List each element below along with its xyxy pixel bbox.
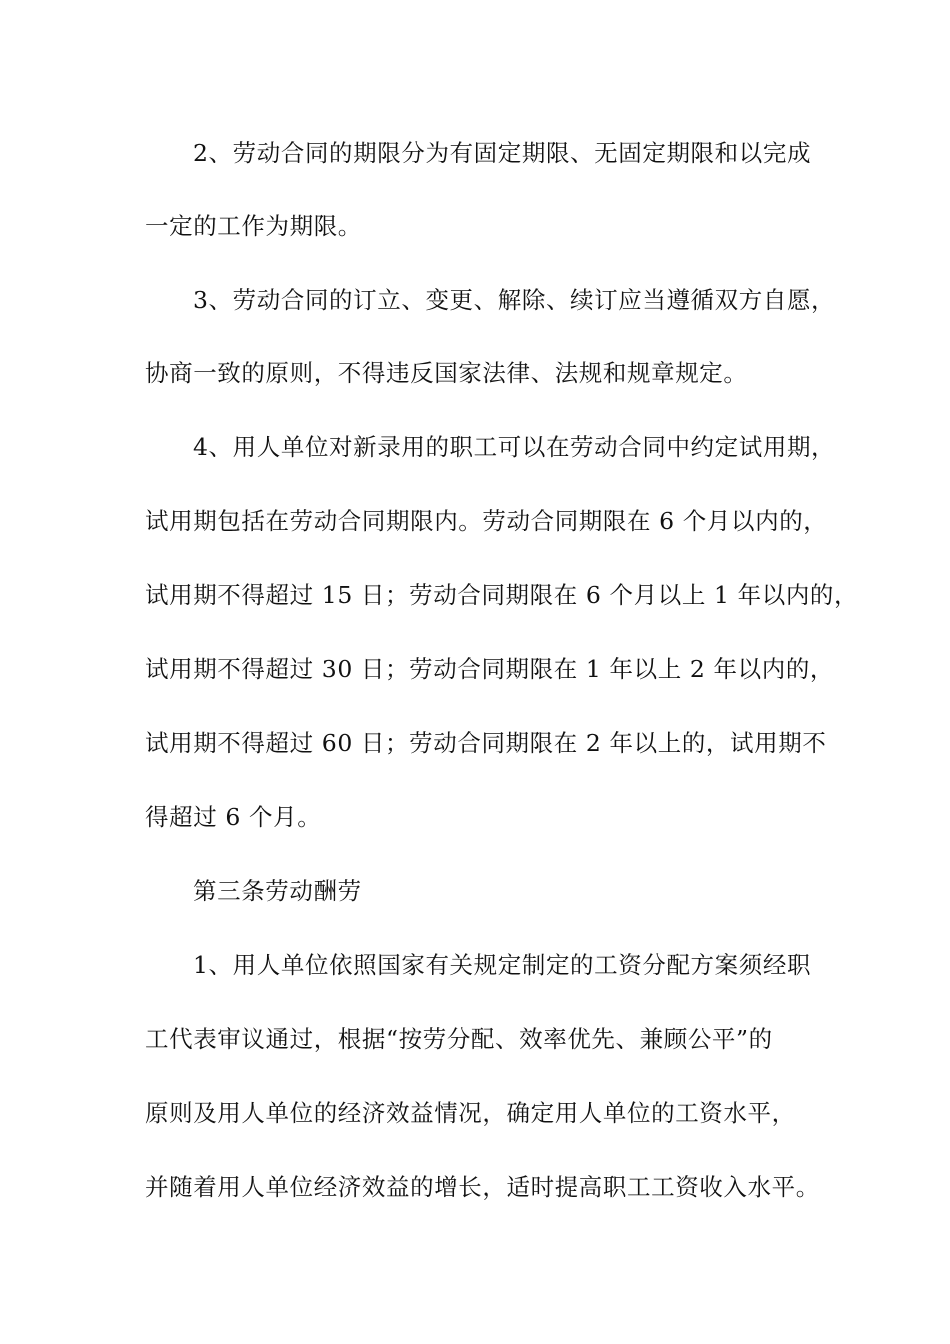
paragraph-line: 得超过 6 个月。 — [145, 803, 322, 831]
paragraph-line: 3、劳动合同的订立、变更、解除、续订应当遵循双方自愿， — [193, 286, 836, 314]
paragraph-line: 试用期不得超过 30 日；劳动合同期限在 1 年以上 2 年以内的， — [145, 655, 835, 683]
paragraph-line: 工代表审议通过，根据“按劳分配、效率优先、兼顾公平”的 — [145, 1025, 773, 1053]
paragraph-line: 试用期不得超过 60 日；劳动合同期限在 2 年以上的，试用期不 — [145, 729, 827, 757]
paragraph-line: 原则及用人单位的经济效益情况，确定用人单位的工资水平， — [145, 1099, 796, 1127]
paragraph-line: 试用期不得超过 15 日；劳动合同期限在 6 个月以上 1 年以内的， — [145, 581, 859, 609]
paragraph-line: 协商一致的原则，不得违反国家法律、法规和规章规定。 — [145, 359, 748, 387]
paragraph-line: 4、用人单位对新录用的职工可以在劳动合同中约定试用期， — [193, 433, 836, 461]
paragraph-line: 1、用人单位依照国家有关规定制定的工资分配方案须经职 — [193, 951, 812, 979]
paragraph-line: 一定的工作为期限。 — [145, 212, 362, 240]
paragraph-line: 并随着用人单位经济效益的增长，适时提高职工工资收入水平。 — [145, 1173, 820, 1201]
paragraph-line: 2、劳动合同的期限分为有固定期限、无固定期限和以完成 — [193, 139, 812, 167]
paragraph-line: 试用期包括在劳动合同期限内。劳动合同期限在 6 个月以内的， — [145, 507, 828, 535]
section-heading: 第三条劳动酬劳 — [193, 877, 362, 905]
